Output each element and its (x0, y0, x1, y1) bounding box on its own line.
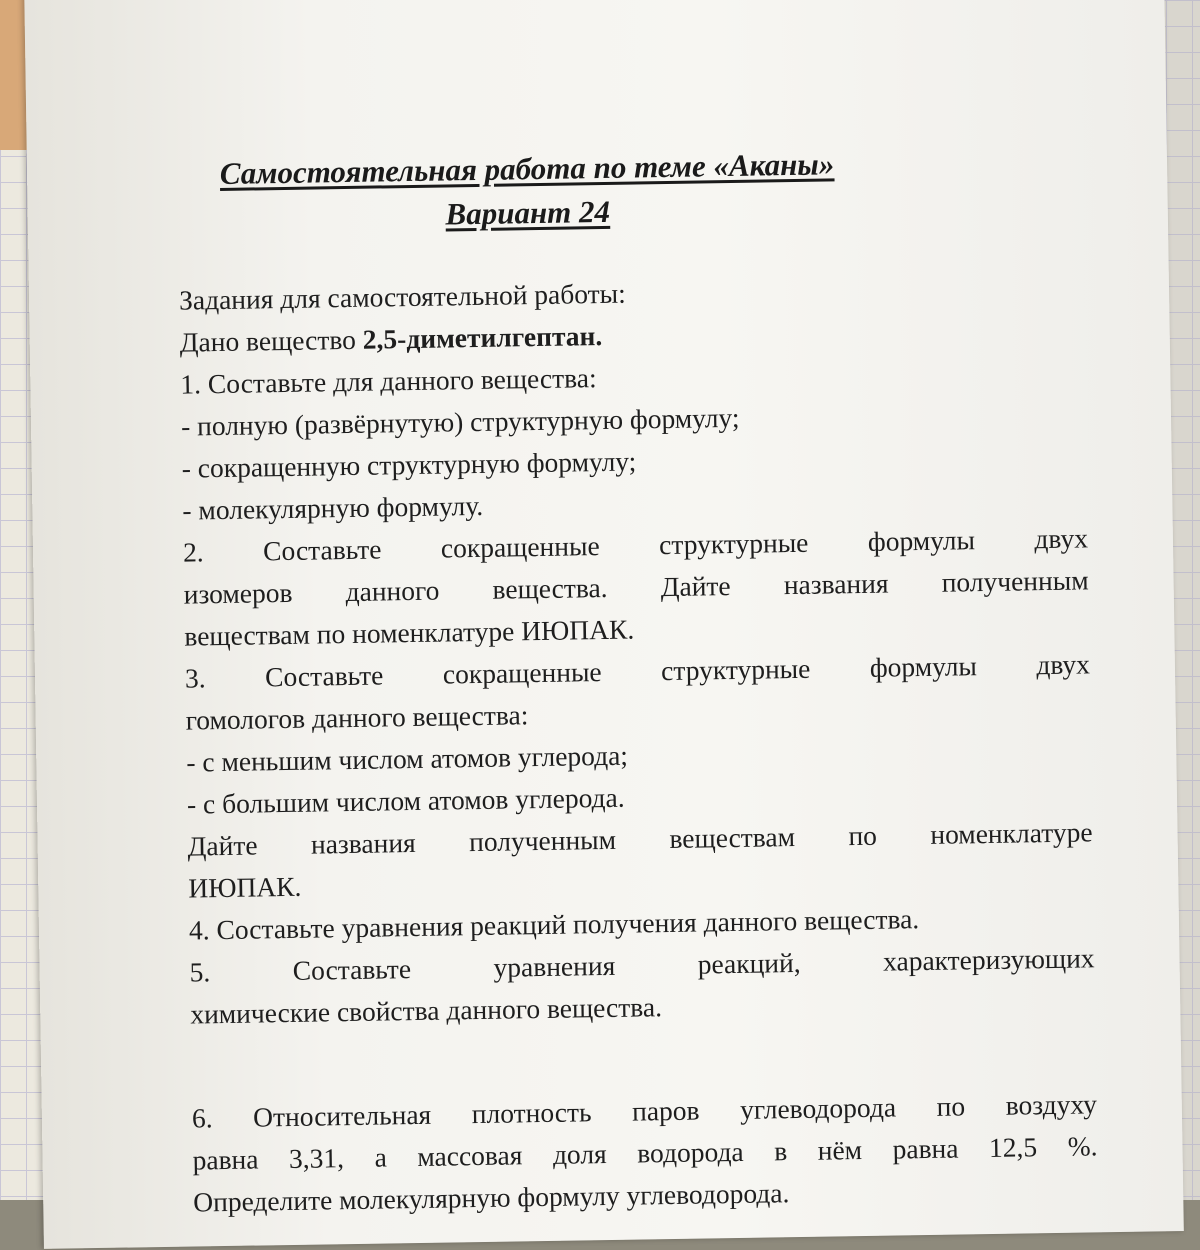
worksheet-title: Самостоятельная работа по теме «Аканы» (219, 146, 835, 191)
task-line: 3. Составьте сокращенные структурные формулы двух (184, 648, 1091, 694)
task-line: 5. Составьте уравнения реакций, характеризующих (189, 942, 1095, 988)
task-line: Определите молекулярную формулу углеводорода. (193, 1177, 790, 1218)
task-line: - сокращенную структурную формулу; (181, 445, 637, 484)
task-line: гомологов данного вещества: (185, 699, 529, 736)
task-line: - с большим числом атомов углерода. (186, 781, 625, 820)
task-line: 2. Составьте сокращенные структурные формулы двух (182, 522, 1089, 568)
task-line: 4. Составьте уравнения реакций получения данного вещества. (188, 903, 920, 946)
given-line (179, 319, 603, 358)
intro-line: Задания для самостоятельной работы: (178, 277, 626, 316)
printed-worksheet (24, 0, 1184, 1249)
task-line: изомеров данного вещества. Дайте названия полученным (183, 564, 1089, 610)
task-line: веществам по номенклатуре ИЮПАК. (184, 613, 635, 652)
task-line: - молекулярную формулу. (182, 489, 484, 526)
task-line: 1. Составьте для данного вещества: (180, 362, 597, 400)
given-prefix: Дано вещество (179, 323, 364, 358)
task-line: - полную (развёрнутую) структурную формулу; (180, 401, 740, 442)
task-line: ИЮПАК. (188, 870, 302, 904)
given-substance: 2,5-диметилгептан. (362, 319, 603, 355)
task-line: равна 3,31, а массовая доля водорода в нём равна 12,5 %. (192, 1130, 1098, 1176)
task-line: 6. Относительная плотность паров углеводорода по воздуху (191, 1088, 1098, 1134)
task-line: химические свойства данного вещества. (190, 991, 663, 1030)
variant-title: Вариант 24 (445, 193, 611, 232)
task-line: - с меньшим числом атомов углерода; (186, 739, 629, 778)
task-line: Дайте названия полученным веществам по номенклатуре (187, 816, 1093, 862)
